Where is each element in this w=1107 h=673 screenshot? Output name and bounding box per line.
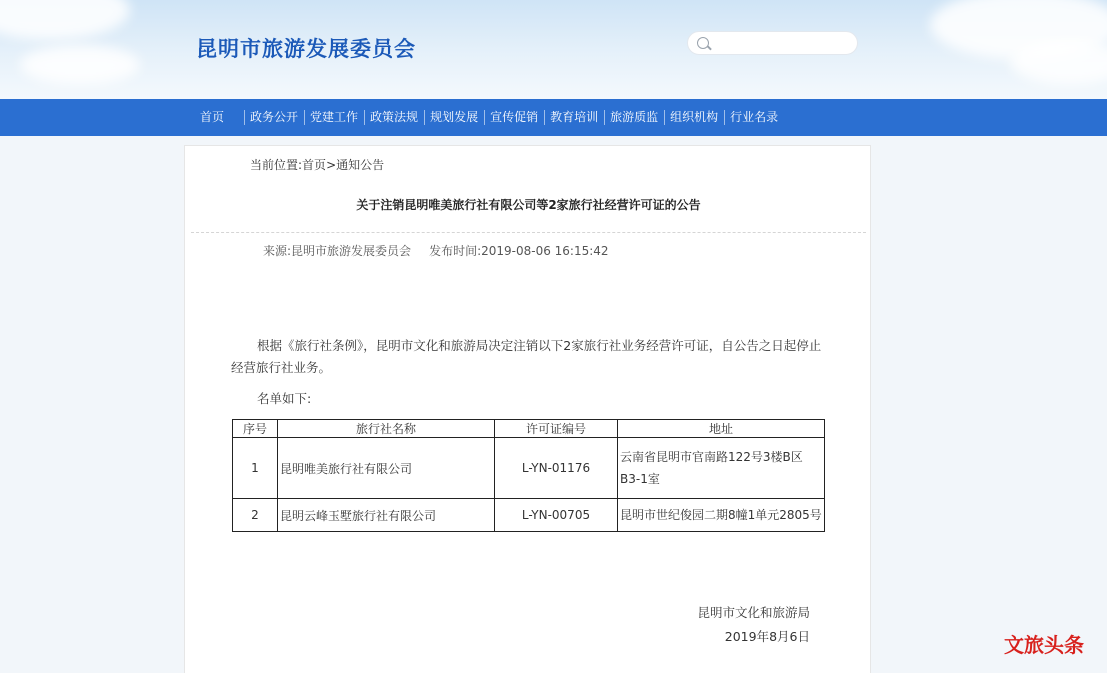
article-title: 关于注销昆明唯美旅行社有限公司等2家旅行社经营许可证的公告 bbox=[356, 198, 701, 212]
breadcrumb-home-link[interactable]: 首页 bbox=[302, 158, 327, 172]
nav-item-directory[interactable]: 行业名录 bbox=[724, 99, 784, 136]
header-seq: 序号 bbox=[233, 420, 278, 438]
nav-item-policies[interactable]: 政策法规 bbox=[364, 99, 424, 136]
agency-table bbox=[232, 419, 825, 532]
source-value: 昆明市旅游发展委员会 bbox=[291, 244, 412, 258]
search-input[interactable] bbox=[714, 34, 852, 52]
nav-item-planning[interactable]: 规划发展 bbox=[424, 99, 484, 136]
cell-agency-name: 昆明云峰玉墅旅行社有限公司 bbox=[278, 499, 495, 532]
cell-license-no: L-YN-01176 bbox=[495, 438, 618, 499]
article-meta bbox=[263, 242, 609, 259]
cell-seq: 1 bbox=[233, 438, 278, 499]
main-nav bbox=[0, 99, 1107, 136]
nav-item-promotion[interactable]: 宣传促销 bbox=[484, 99, 544, 136]
article-paragraph: 根据《旅行社条例》，昆明市文化和旅游局决定注销以下2家旅行社业务经营许可证，自公告之日起停止经营旅行社业务。 bbox=[231, 338, 822, 375]
breadcrumb-current-link[interactable]: 通知公告 bbox=[336, 158, 385, 172]
cell-license-no: L-YN-00705 bbox=[495, 499, 618, 532]
nav-item-gov-affairs[interactable]: 政务公开 bbox=[244, 99, 304, 136]
header-address: 地址 bbox=[618, 420, 825, 438]
list-intro: 名单如下: bbox=[257, 391, 312, 406]
header-agency-name: 旅行社名称 bbox=[278, 420, 495, 438]
table-row bbox=[233, 438, 825, 499]
breadcrumb-prefix: 当前位置: bbox=[250, 158, 303, 172]
signature-org: 昆明市文化和旅游局 bbox=[697, 605, 810, 620]
cell-address: 昆明市世纪俊园二期8幢1单元2805号 bbox=[618, 499, 825, 532]
nav-item-party-work[interactable]: 党建工作 bbox=[304, 99, 364, 136]
breadcrumb-separator: > bbox=[326, 158, 337, 172]
watermark-logo: 文旅头条 bbox=[1004, 633, 1084, 657]
header-license-no: 许可证编号 bbox=[495, 420, 618, 438]
table-header-row bbox=[233, 420, 825, 438]
nav-item-quality[interactable]: 旅游质监 bbox=[604, 99, 664, 136]
breadcrumb bbox=[250, 156, 384, 173]
search-box[interactable] bbox=[687, 31, 858, 55]
search-icon[interactable] bbox=[697, 37, 709, 49]
title-divider bbox=[191, 232, 866, 233]
nav-item-training[interactable]: 教育培训 bbox=[544, 99, 604, 136]
article-panel bbox=[184, 145, 871, 673]
time-label: 发布时间: bbox=[429, 244, 482, 258]
time-value: 2019-08-06 16:15:42 bbox=[481, 244, 609, 258]
site-title[interactable]: 昆明市旅游发展委员会 bbox=[196, 37, 416, 61]
cell-seq: 2 bbox=[233, 499, 278, 532]
nav-item-home[interactable]: 首页 bbox=[200, 110, 225, 124]
site-header bbox=[0, 0, 1107, 99]
nav-item-organization[interactable]: 组织机构 bbox=[664, 99, 724, 136]
source-label: 来源: bbox=[263, 244, 292, 258]
signature-block bbox=[697, 601, 810, 649]
cell-agency-name: 昆明唯美旅行社有限公司 bbox=[278, 438, 495, 499]
signature-date: 2019年8月6日 bbox=[724, 629, 810, 644]
cell-address: 云南省昆明市官南路122号3楼B区B3-1室 bbox=[618, 438, 825, 499]
table-row bbox=[233, 499, 825, 532]
